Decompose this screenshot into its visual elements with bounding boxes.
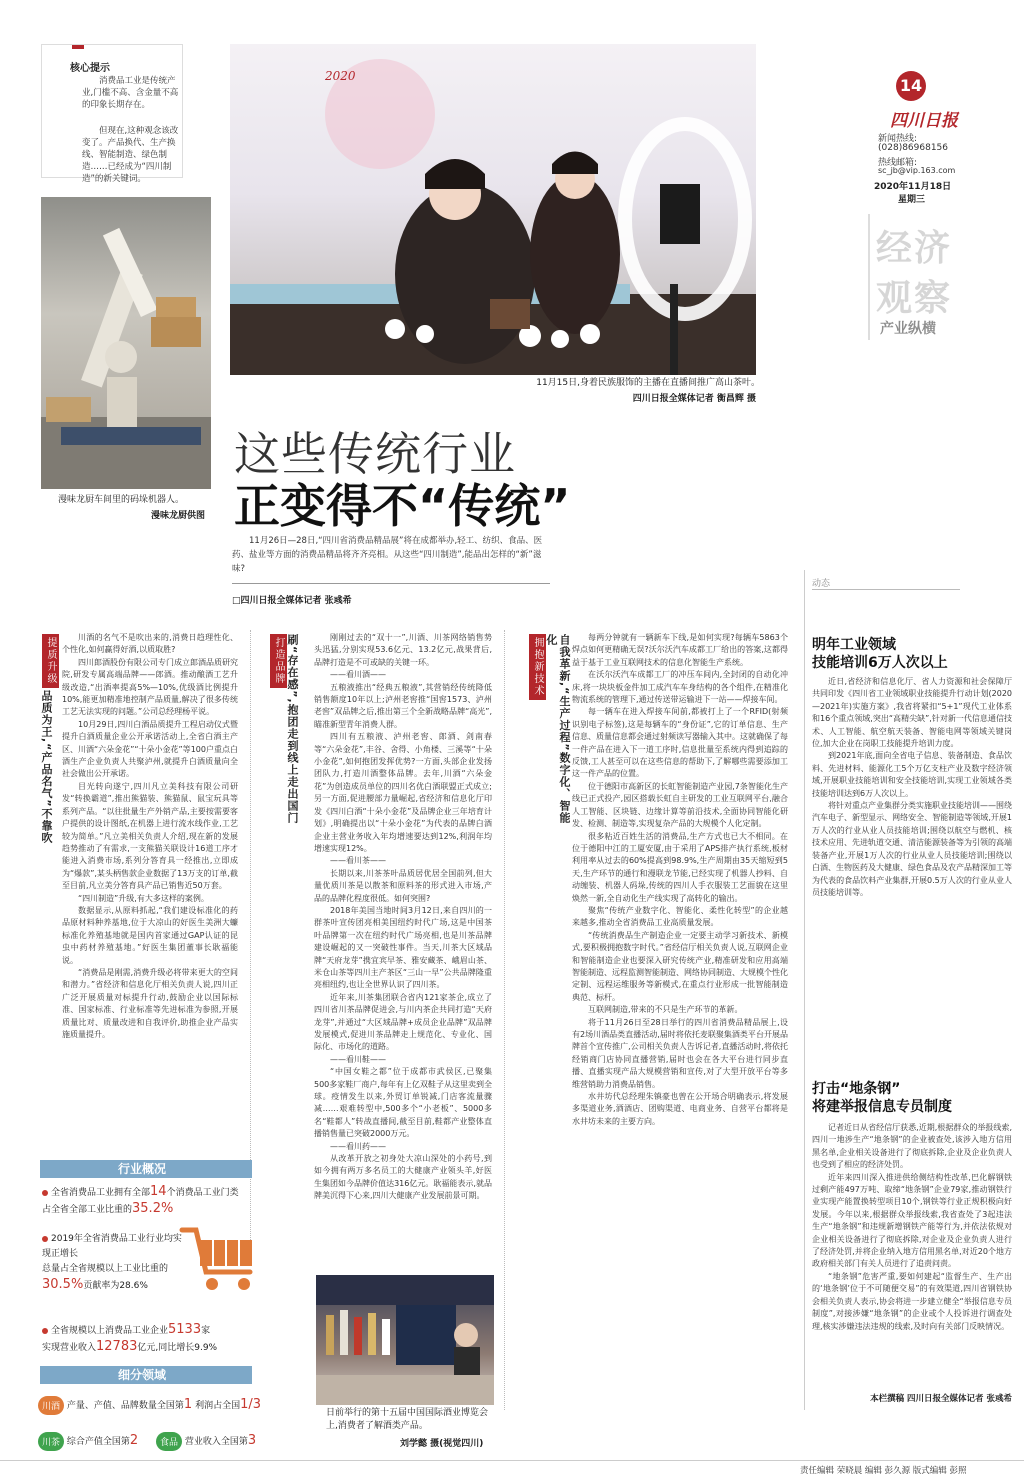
col1-para-1: 四川郎酒股份有限公司专门成立郎酒品质研究院,研发专属高端品牌——郎酒。推动酿酒工艺升级改造,“出酒率提高5%—10%,优级酒比例提升10%,能更加精准地控制产品质量,解决了很多传统工艺无法实现的问题。”公司总经理杨平说。: [62, 657, 238, 717]
sidebar-divider: [804, 570, 805, 1410]
segment-2-text: 综合产值全国第: [66, 1437, 130, 1447]
col2-para-6: 2018年美国当地时间3月12日,来自四川的一群茶叶宣传团亮相美国纽约时代广场,这是中国茶叶品牌第一次在纽约时代广场亮相,也是川茶品牌建设崛起的又一突破性事件。当天,川茶大区域品牌“天府龙芽”携宜宾早茶、雅安藏茶、峨眉山茶、米仓山茶等四川主产茶区“三山一早”公共品牌隆重亮相纽约,也让全世界认识了四川茶。: [314, 905, 492, 990]
col2-para-7: 近年来,川茶集团联合省内121家茶企,成立了四川省川茶品牌促进会,与川内茶企共同打造“天府龙芽”,并通过“大区域品牌+成员企业品牌”双品牌发展模式,促进川茶品牌走上规范化、专业化、国际化、市场化的道路。: [314, 992, 492, 1052]
core-tips-para-2: 但现在,这种观念该改变了。产品换代、生产换线、智能制造、绿色制造……已经成为“四川制造”的新关键词。: [82, 126, 179, 184]
col1-title: 品质为王,“产品名气”不靠吹: [40, 690, 53, 844]
sidebar-tag: 动态: [812, 576, 960, 590]
stat-dot-2: [42, 1236, 48, 1242]
news1-body: [812, 676, 1012, 1048]
stat-1-num1: 14: [150, 1184, 167, 1199]
main-photo-credit: 四川日报全媒体记者 衡昌辉 摄: [632, 394, 756, 404]
stat-3-line2: 实现营业收入: [42, 1343, 97, 1353]
robot-photo: [41, 197, 211, 489]
stat-1-mid: 个消费品工业门类: [166, 1188, 239, 1198]
segment-1-pill: 川酒: [38, 1396, 64, 1415]
core-tips-heading: 核心提示: [70, 63, 110, 74]
col2-para-8: ——看川鞋——: [330, 1054, 386, 1064]
news2-title-line1: 打击“地条钢”: [812, 1081, 901, 1097]
col3-para-5: 聚焦“传统产业数字化、智能化、柔性化转型”的企业越来越多,推动全省消费品工业高质量发展。: [572, 905, 788, 928]
headline-rule: [232, 583, 550, 584]
news1-title-line1: 明年工业领域: [812, 637, 896, 653]
segment-1-rank: 1: [183, 1397, 193, 1412]
col1-para-2: 10月29日,四川白酒品质提升工程启动仪式暨提升白酒质量企业公开承诺活动上,全省白酒主产区、川酒“六朵金花”“十朵小金花”等100户重点白酒生产企业负责人共聚泸州,就提升白酒质量向全社会做出公开承诺。: [62, 719, 238, 779]
headline-line-2: 正变得不“传统”: [234, 479, 571, 533]
robot-arm-image: [41, 197, 211, 489]
stat-dot-1: [42, 1190, 48, 1196]
col3-para-6: “传统消费品生产制造企业一定要主动学习新技术、新模式,要积极拥抱数字时代。”省经信厅相关负责人说,互联网企业和智能制造企业也要深入研究传统产业,精准研发和应用高端智能制造、远程监测智能制造、网络协同制造、大规模个性化定制、远程运维服务等新模式,在重点行业形成一批智能制造典范、标杆。: [572, 930, 788, 1002]
col2-para-2: 五粮液推出“经典五粮液”,其营销经传统降低销售额度10年以上;泸州老窖推“国窖1573、泸州老窖”双品牌之后,推出第三个全新战略品牌“高光”,瞄准新型青年消费人群。: [314, 682, 492, 729]
col2-para-0: 刚刚过去的“双十一”,川酒、川茶网络销售势头迅猛,分别实现53.6亿元、13.2亿元,战果背后,品牌打造是不可或缺的关键一环。: [314, 633, 492, 667]
stat-dot-3: [42, 1328, 48, 1334]
section-title-line2: 观察: [876, 277, 953, 319]
segment-2-rank: 2: [129, 1433, 139, 1448]
col2-title: 刷“存在感”,抱团走到线上走出国门: [286, 634, 299, 824]
expo-caption: 日前举行的第十五届中国国际酒业博览会上,消费者了解酒类产品。: [326, 1408, 489, 1431]
col3-title: 自我革新,“生产过程”数字化、智能化: [545, 634, 571, 824]
segment-3-rank: 3: [247, 1433, 257, 1448]
stat-2-pre: 2019年全省消费品工业行业均实现正增长: [42, 1234, 182, 1259]
col1-para-4: “四川制造”升级,有大多这样的案例。: [78, 893, 209, 903]
section-title-box: [868, 214, 962, 340]
stat-1-pre: 全省消费品工业拥有全部: [51, 1188, 151, 1198]
footer-rule: [0, 1460, 1024, 1461]
col3-para-1: 在沃尔沃汽车成都工厂的冲压车间内,全封闭的自动化冲床,将一块块板金件加工成汽车车身结构的各个组件,在精准化物流系统的管理下,通过传送带运输进下一站——焊接车间。: [572, 670, 788, 705]
segment-row-3: [156, 1432, 276, 1451]
robot-credit: 漫味龙厨供图: [151, 511, 206, 521]
col2-para-5: 长期以来,川茶茶叶品质居优居全国前列,但大量优质川茶是以散茶和原料茶的形式进入市场,产品的品牌化程度很低。如何突围?: [314, 868, 492, 903]
main-photo: [230, 44, 756, 375]
col1-body: [62, 632, 238, 1120]
col3-para-7: 互联网制造,带来的不只是生产环节的革新。: [588, 1005, 743, 1015]
col3-para-0: 每两分钟就有一辆新车下线,是如何实现?每辆车5863个焊点如何更精确无误?沃尔沃汽车成都工厂给出的答案,这都得益于基于工业互联网技术的信息化智能生产系统。: [572, 633, 788, 667]
segment-1-text: 产量、产值、品牌数量全国第: [66, 1401, 184, 1411]
core-tips-accent: [72, 45, 84, 49]
news2-byline: 本栏撰稿 四川日报全媒体记者 张彧希: [870, 1394, 1012, 1404]
stat-3-mid: 家: [201, 1326, 211, 1336]
shopping-cart-icon: [178, 1222, 260, 1298]
section-title-line1: 经济: [876, 227, 953, 269]
stat-2-line2: 总量占全省规模以上工业比重的: [42, 1264, 169, 1274]
segment-2-pill: 川茶: [38, 1432, 64, 1451]
col2-para-4: ——看川茶——: [330, 856, 386, 866]
email-label: 热线邮箱:: [878, 158, 918, 168]
headline-lead: 11月26日—28日,“四川省消费品精品展”将在成都举办,轻工、纺织、食品、医药、盐业等方面的消费品精品将齐齐亮相。从这些“四川制造”,能品出怎样的“新”滋味?: [232, 536, 543, 574]
page-number-badge: 14: [896, 71, 926, 101]
hotline-number: (028)86968156: [878, 143, 949, 153]
col2-para-11: 从改革开放之初身处大凉山深处的小药号,到如今拥有两万多名员工的大健康产业领头羊,好医生集团如今品牌价值达316亿元。耿福能表示,就品牌美沉得下心来,四川大健康产业发展前景可期。: [314, 1154, 492, 1201]
segment-1-rank2: 1/3: [240, 1397, 261, 1412]
stat-1-num2: 35.2%: [132, 1201, 174, 1216]
col2-para-1: ——看川酒——: [330, 670, 386, 680]
headline-byline: □四川日报全媒体记者 张彧希: [232, 596, 352, 606]
news2-body: [812, 1122, 1012, 1388]
col3-divider: [504, 630, 505, 1410]
segment-3-pill: 食品: [156, 1432, 182, 1451]
issue-date: 2020年11月18日: [874, 182, 952, 192]
stat-1-line2: 占全省全部工业比重的: [42, 1205, 133, 1215]
col1-para-0: 川酒的名气不是吹出来的,消费日趋理性化、个性化,如何赢得好酒,以质取胜?: [62, 633, 238, 655]
stat-3-post: 亿元,同比增长9.9%: [137, 1343, 218, 1353]
stat-2-num2: 30.5%: [42, 1277, 84, 1292]
col3-para-9: 水井坊代总经理朱镇豪也曾在公开场合明确表示,将发展多渠道业务,酒酒店、团购渠道、电商业务、自营平台都将是水井坊未来的主要方向。: [572, 1092, 788, 1126]
col2-para-9: “中国女鞋之都”位于成都市武侯区,已聚集500多家鞋厂商户,每年有上亿双鞋子从这里卖到全球。疫情发生以来,外贸订单锐减,门店客流量骤减……艰难转型中,500多个“小老板”、5000多名“鞋都人”转战直播间,截至目前,鞋都产业整体直播销售量已突破2000万元。: [314, 1067, 492, 1139]
news2-para-0: 记者近日从省经信厅获悉,近期,根据群众的举报线索,四川一地涉生产“地条钢”的企业被查处,该涉入地方信用黑名单,企业相关设备进行了彻底拆除,企业及企业负责人也受到了相应的经济处罚。: [812, 1123, 1012, 1170]
expo-credit: 刘学懿 摄(视觉四川): [400, 1439, 484, 1449]
paper-name: 四川日报: [890, 111, 958, 131]
col3-para-8: 将于11月26日至28日举行的四川省消费品精品展上,设有2场川酒品类直播活动,届时将依托麦联聚集酒类平台开展品牌首个宣传推广,公司相关负责人告诉记者,直播活动时,将依托经销商门店协同直播营销,届时也会在各大平台进行同步直播、直播实现产品大规模营销和宣传,对了大型开放平台等多维营销助力消费品销售。: [572, 1017, 788, 1089]
news1-para-1: 到2021年底,面向全省电子信息、装备制造、食品饮料、先进材料、能源化工5个万亿支柱产业及数字经济领域,开展职业技能培训和安全技能培训,实现工业领域各类技能培训达到6万人次以上。: [812, 751, 1012, 798]
news2-para-2: “地条钢”危害严重,要如何建起“监督生产、生产出的‘地条钢’位于不可随便交易”的有效渠道,四川省钢铁协会相关负责人表示,协会将进一步建立健全“举报信息专员制度”,对接涉嫌“地条钢”的企业或个人投诉进行调查处理,核实涉嫌违法违规的线索,及时向有关部门反映情况。: [812, 1271, 1012, 1331]
core-tips-box: [41, 44, 183, 184]
livestream-scene-image: [230, 44, 756, 375]
col1-tag: 提质升级: [42, 634, 59, 688]
expo-photo: [316, 1275, 494, 1405]
main-photo-caption: 11月15日,身着民族服饰的主播在直播间推广高山茶叶。: [536, 378, 760, 388]
stat-item-2: [42, 1232, 182, 1294]
segment-row-1: [38, 1396, 268, 1415]
stat-3-num1: 5133: [168, 1322, 202, 1337]
stat-item-1: [42, 1184, 252, 1218]
stat-2-post: 贡献率为28.6%: [83, 1281, 148, 1291]
col3-para-3: 位于德阳市高新区的长虹智能制造产业园,7条智能化生产线已正式投产,园区搭载长虹自主研发的工业互联网平台,融合人工智能、区块链、边缘计算等前沿技术,全面协同智能化研发、检测、制造等,实现复杂产品的大规模个人化定制。: [572, 781, 788, 829]
col1-para-5: 数据显示,从原料抓起,“我们建设标准化的药品原材料种养基地,位于大凉山的好医生美洲大蠊标准化养殖基地就是国内首家通过GAP认证的昆虫中药材养殖基地。”好医生集团董事长耿福能说。: [62, 905, 238, 965]
banner-year: 2020: [325, 69, 356, 83]
col3-body: [572, 632, 788, 1410]
news1-para-0: 近日,省经济和信息化厅、省人力资源和社会保障厅共同印发《四川省工业领域职业技能提升行动计划(2020—2021年)实施方案》,我省将紧扣“5+1”现代工业体系和16个重点领域,突出“高精尖缺”,针对新一代信息通信技术、人工智能、航空航天装备、智能电网等领域关键岗位,加大企业在岗职工技能提升培训力度。: [812, 677, 1012, 749]
headline-line-1: 这些传统行业: [234, 427, 516, 481]
col1-para-3: 目光转向遂宁,四川凡立美科技有限公司研发“转换霸道”,推出熊猫装、熊猫鼠、鼠宝玩具等系列产品。“以往批量生产外销产品,主要按需要客户提供的设计图纸,在机器上进行流水线作业,工艺较为简单。”凡立美相关负责人介绍,现在新的发展趋势推动了有需求,一支熊猫关联设计16道工序才能进入消费市场,系列分答育具一经推出,立即成为“爆款”,某头柄售款企业数据了13万支的订单,截至目前,凡立美分答育具产品已销售近50万套。: [62, 781, 238, 891]
news1-title-line2: 技能培训6万人次以上: [812, 655, 948, 671]
segment-row-2: [38, 1432, 158, 1451]
col2-para-3: 四川有五粮液、泸州老窖、郎酒、剑南春等“六朵金花”,丰谷、舍得、小角楼、三溪等“十朵小金花”,如何抱团发挥优势?一方面,头部企业发扬团队力,打造川酒整体品牌。去年,川酒“六朵金花”为创造成员单位的四川名优白酒联盟正式成立;另一方面,促进腰部力量崛起,省经济和信息化厅印发《四川白酒“十朵小金花”及品牌企业三年培育计划》,明确提出以“十朵小金花”为代表的品牌白酒企业主营业务收入年均增速要达到12%,利润年均增速实现12%。: [314, 732, 492, 853]
col3-para-4: 很多粘近百姓生活的消费品,生产方式也已大不相同。在位于德阳中江的工厦安厦,由于采用了APS排产执行系统,板材利用率从过去的60%提高到98.9%,生产周期由35天缩短到5天,生产环节的通行和漫联龙节能,已经实现了机器人抄料、自动缠装、机器人码垛,传统的四川人手衣服装工艺面貌在这里焕然一新,全自动化生产线实现了高转化的输出。: [572, 831, 788, 903]
col2-body: [314, 632, 492, 1270]
stat-3-num2: 12783: [96, 1339, 138, 1354]
col2-tag: 打造品牌: [270, 634, 287, 688]
email: sc_jb@vip.163.com: [878, 166, 956, 175]
news2-para-1: 近年来四川深入推进供给侧结构性改革,巴化解钢铁过剩产能497万吨、取缔“地条钢”企业79家,推动钢铁行业实现产能置换转型项目10个,钢铁等行业正规积极向好发展。今年以来,根据群众举报线索,我省查处了3起违法生产“地条钢”和违规新增钢铁产能等行为,并依法依规对企业相关设备进行了彻底拆除,对企业及企业负责人进行了经济处罚,并将企业纳入地方信用黑名单,对近20个地方政府相关部门有关人员进行了追责问责。: [812, 1172, 1012, 1269]
col2-para-10: ——看川药——: [330, 1141, 386, 1151]
col1-para-6: “消费品是刚需,消费升级必将带来更大的空间和潜力。”省经济和信息化厅相关负责人说,四川正广泛开展质量对标提升行动,鼓励企业以国际标准、国家标准、行业标准等先进标准为参照,开展质量比对、质量改进和自我评价,助推企业产品实施质量提升。: [62, 967, 238, 1039]
hotline-label: 新闻热线:: [878, 134, 918, 144]
stats-section-label: 行业概况: [118, 1162, 167, 1176]
segment-3-text: 营业收入全国第: [184, 1437, 248, 1447]
robot-caption: 漫味龙厨车间里的码垛机器人。: [58, 495, 185, 505]
segments-label: 细分领域: [118, 1368, 167, 1382]
news2-title-line2: 将建举报信息专员制度: [812, 1099, 952, 1115]
segment-1-text2: 利润占全国: [195, 1401, 241, 1411]
stat-item-3: [42, 1322, 252, 1356]
col3-tag: 拥抱新技术: [529, 634, 546, 700]
wine-expo-image: [316, 1275, 494, 1405]
col3-para-2: 每一辆车在进入焊接车间前,都被打上了一个RFID(射频识别电子标签),这是每辆车的“身份证”,它的订单信息、生产信息、质量信息都会通过射频读写器输入其中。这就确保了每一件产品在进入下一道工序时,信息批量至系统内得到追踪的反馈,工人甚至可以在这些信息的帮助下,了解哪些需要添加工这一件产品的位置。: [572, 707, 788, 779]
issue-weekday: 星期三: [898, 195, 926, 205]
section-subtitle: 产业纵横: [880, 321, 936, 337]
news1-para-2: 将针对重点产业集群分类实施职业技能培训——围绕汽车电子、新型显示、网络安全、智能制造等领域,开展1万人次的行业从业人员技能培训;围绕以航空与燃机、核技术应用、先进轨道交通、清洁能源装备等为引领的高端装备产业,开展1万人次的行业从业人员技能培训;围绕以白酒、生物医药及大健康、绿色食品及农产品精深加工等为代表的食品饮料产业集群,开展0.5万人次的行业从业人员技能培训等。: [812, 801, 1012, 897]
footer-editors: 责任编辑 荣晓晨 编辑 彭久源 版式编辑 彭照: [800, 1466, 967, 1476]
core-tips-para-1: 消费品工业是传统产业,门槛不高、含金量不高的印象长期存在。: [82, 76, 179, 110]
stat-3-pre: 全省规模以上消费品工业企业: [51, 1326, 169, 1336]
